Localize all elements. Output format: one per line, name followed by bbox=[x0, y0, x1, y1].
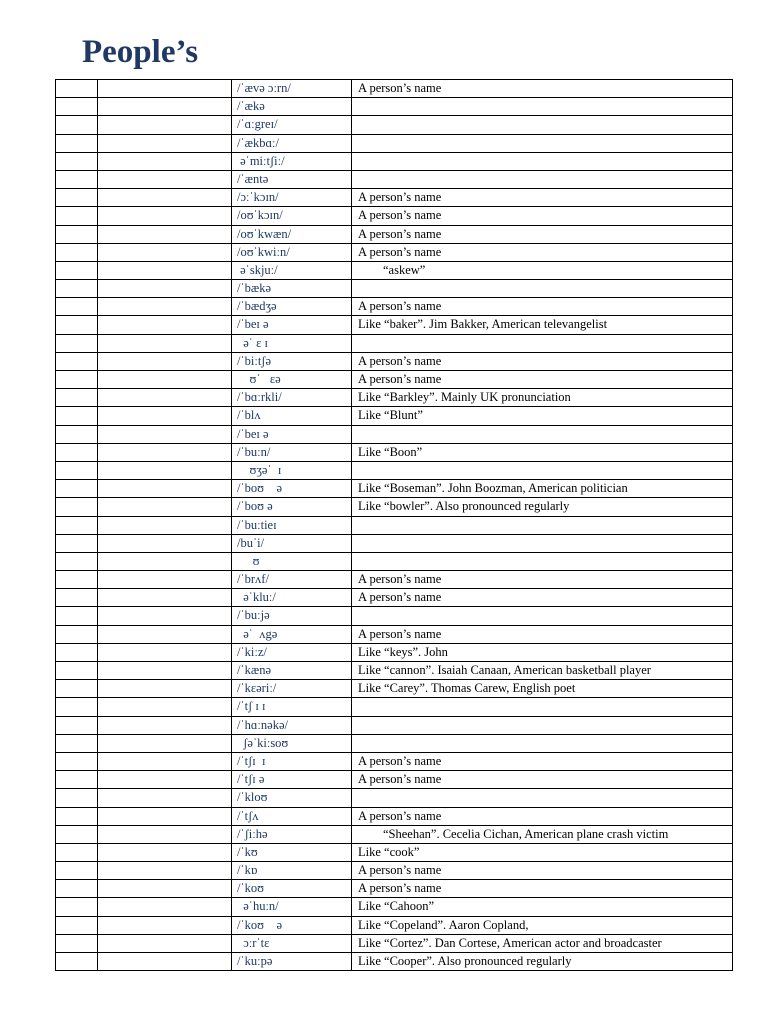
name-cell bbox=[98, 152, 232, 170]
note-cell: A person’s name bbox=[352, 243, 733, 261]
table-row bbox=[56, 916, 733, 934]
note-cell: A person’s name bbox=[352, 625, 733, 643]
name-cell bbox=[98, 407, 232, 425]
name-cell bbox=[98, 571, 232, 589]
table-row bbox=[56, 571, 733, 589]
ipa-cell: /ˈævə ɔːrn/ bbox=[232, 80, 352, 98]
name-cell bbox=[98, 862, 232, 880]
ipa-cell: əˈ ʌgə bbox=[232, 625, 352, 643]
note-cell: A person’s name bbox=[352, 225, 733, 243]
index-cell bbox=[56, 534, 98, 552]
ipa-cell: /ɔːˈkɔɪn/ bbox=[232, 189, 352, 207]
index-cell bbox=[56, 134, 98, 152]
index-cell bbox=[56, 152, 98, 170]
name-cell bbox=[98, 734, 232, 752]
ipa-cell: /ˈɑːgreɪ/ bbox=[232, 116, 352, 134]
note-cell bbox=[352, 152, 733, 170]
note-cell: Like “baker”. Jim Bakker, American televangelist bbox=[352, 316, 733, 334]
index-cell bbox=[56, 443, 98, 461]
note-cell bbox=[352, 734, 733, 752]
note-cell bbox=[352, 280, 733, 298]
ipa-cell: /ˈtʃɪ ə bbox=[232, 771, 352, 789]
index-cell bbox=[56, 807, 98, 825]
ipa-cell: ʃəˈkiːsoʊ bbox=[232, 734, 352, 752]
pronunciation-table bbox=[55, 79, 733, 971]
ipa-cell: ɔːrˈtɛ bbox=[232, 934, 352, 952]
ipa-cell: ʊʒəˈ ɪ bbox=[232, 461, 352, 479]
name-cell bbox=[98, 498, 232, 516]
table-row bbox=[56, 389, 733, 407]
table-row bbox=[56, 243, 733, 261]
note-cell bbox=[352, 516, 733, 534]
table-row bbox=[56, 316, 733, 334]
table-row bbox=[56, 116, 733, 134]
note-cell bbox=[352, 134, 733, 152]
note-cell bbox=[352, 534, 733, 552]
index-cell bbox=[56, 207, 98, 225]
note-cell: Like “Boseman”. John Boozman, American politician bbox=[352, 480, 733, 498]
table-row bbox=[56, 825, 733, 843]
name-cell bbox=[98, 807, 232, 825]
note-cell: “askew” bbox=[352, 261, 733, 279]
name-cell bbox=[98, 371, 232, 389]
ipa-cell: /ˈkoʊ bbox=[232, 880, 352, 898]
ipa-cell: /ˈækbɑː/ bbox=[232, 134, 352, 152]
table-row bbox=[56, 134, 733, 152]
name-cell bbox=[98, 516, 232, 534]
note-cell: “Sheehan”. Cecelia Cichan, American plane crash victim bbox=[352, 825, 733, 843]
table-row bbox=[56, 607, 733, 625]
name-cell bbox=[98, 662, 232, 680]
index-cell bbox=[56, 371, 98, 389]
index-cell bbox=[56, 571, 98, 589]
table-row bbox=[56, 98, 733, 116]
name-cell bbox=[98, 698, 232, 716]
table-row bbox=[56, 298, 733, 316]
name-cell bbox=[98, 316, 232, 334]
ipa-cell: /ˈkænə bbox=[232, 662, 352, 680]
index-cell bbox=[56, 116, 98, 134]
index-cell bbox=[56, 825, 98, 843]
table-row bbox=[56, 752, 733, 770]
name-cell bbox=[98, 425, 232, 443]
table-row bbox=[56, 189, 733, 207]
note-cell: Like “cook” bbox=[352, 843, 733, 861]
index-cell bbox=[56, 407, 98, 425]
name-cell bbox=[98, 189, 232, 207]
ipa-cell: /ˈtʃɪ ɪ bbox=[232, 752, 352, 770]
index-cell bbox=[56, 625, 98, 643]
table-row bbox=[56, 225, 733, 243]
ipa-cell: /buˈi/ bbox=[232, 534, 352, 552]
index-cell bbox=[56, 516, 98, 534]
table-row bbox=[56, 680, 733, 698]
ipa-cell: ʊˈ ɛə bbox=[232, 371, 352, 389]
index-cell bbox=[56, 898, 98, 916]
table-row bbox=[56, 880, 733, 898]
name-cell bbox=[98, 170, 232, 188]
note-cell bbox=[352, 607, 733, 625]
table-row bbox=[56, 862, 733, 880]
note-cell: A person’s name bbox=[352, 752, 733, 770]
name-cell bbox=[98, 643, 232, 661]
name-cell bbox=[98, 589, 232, 607]
ipa-cell: ʊ bbox=[232, 552, 352, 570]
table-row bbox=[56, 898, 733, 916]
table-row bbox=[56, 552, 733, 570]
note-cell: A person’s name bbox=[352, 771, 733, 789]
ipa-cell: /ˈhɑːnəkə/ bbox=[232, 716, 352, 734]
note-cell: Like “Boon” bbox=[352, 443, 733, 461]
index-cell bbox=[56, 752, 98, 770]
ipa-cell: /ˈkʊ bbox=[232, 843, 352, 861]
table-row bbox=[56, 371, 733, 389]
note-cell bbox=[352, 461, 733, 479]
table-row bbox=[56, 280, 733, 298]
note-cell bbox=[352, 552, 733, 570]
index-cell bbox=[56, 261, 98, 279]
index-cell bbox=[56, 225, 98, 243]
table-row bbox=[56, 480, 733, 498]
ipa-cell: əˈskjuː/ bbox=[232, 261, 352, 279]
note-cell: Like “keys”. John bbox=[352, 643, 733, 661]
name-cell bbox=[98, 261, 232, 279]
name-cell bbox=[98, 625, 232, 643]
index-cell bbox=[56, 880, 98, 898]
table-row bbox=[56, 261, 733, 279]
ipa-cell: /ˈkloʊ bbox=[232, 789, 352, 807]
name-cell bbox=[98, 334, 232, 352]
table-row bbox=[56, 734, 733, 752]
index-cell bbox=[56, 680, 98, 698]
index-cell bbox=[56, 170, 98, 188]
index-cell bbox=[56, 953, 98, 971]
table-row bbox=[56, 461, 733, 479]
index-cell bbox=[56, 589, 98, 607]
index-cell bbox=[56, 771, 98, 789]
index-cell bbox=[56, 280, 98, 298]
table-row bbox=[56, 516, 733, 534]
note-cell: Like “Barkley”. Mainly UK pronunciation bbox=[352, 389, 733, 407]
table-row bbox=[56, 352, 733, 370]
table-row bbox=[56, 589, 733, 607]
name-cell bbox=[98, 752, 232, 770]
table-row bbox=[56, 425, 733, 443]
note-cell: A person’s name bbox=[352, 589, 733, 607]
note-cell: Like “Copeland”. Aaron Copland, bbox=[352, 916, 733, 934]
name-cell bbox=[98, 298, 232, 316]
ipa-cell: əˈkluː/ bbox=[232, 589, 352, 607]
index-cell bbox=[56, 716, 98, 734]
name-cell bbox=[98, 552, 232, 570]
name-cell bbox=[98, 607, 232, 625]
name-cell bbox=[98, 207, 232, 225]
note-cell: A person’s name bbox=[352, 862, 733, 880]
index-cell bbox=[56, 698, 98, 716]
table-row bbox=[56, 534, 733, 552]
ipa-cell: /ˈbiːtʃə bbox=[232, 352, 352, 370]
note-cell: Like “cannon”. Isaiah Canaan, American basketball player bbox=[352, 662, 733, 680]
note-cell bbox=[352, 425, 733, 443]
name-cell bbox=[98, 280, 232, 298]
ipa-cell: /ˈbɑːrkli/ bbox=[232, 389, 352, 407]
table-row bbox=[56, 789, 733, 807]
ipa-cell: /ˈæntə bbox=[232, 170, 352, 188]
ipa-cell: /ˈkuːpə bbox=[232, 953, 352, 971]
ipa-cell: /ˈtʃʌ bbox=[232, 807, 352, 825]
table-row bbox=[56, 771, 733, 789]
ipa-cell: /ˈækə bbox=[232, 98, 352, 116]
pronunciation-table-body bbox=[56, 80, 733, 971]
table-row bbox=[56, 334, 733, 352]
name-cell bbox=[98, 716, 232, 734]
table-row bbox=[56, 625, 733, 643]
ipa-cell: /oʊˈkwiːn/ bbox=[232, 243, 352, 261]
ipa-cell: /oʊˈkɔɪn/ bbox=[232, 207, 352, 225]
table-row bbox=[56, 953, 733, 971]
ipa-cell: /ˈbædʒə bbox=[232, 298, 352, 316]
index-cell bbox=[56, 789, 98, 807]
name-cell bbox=[98, 225, 232, 243]
index-cell bbox=[56, 916, 98, 934]
ipa-cell: /oʊˈkwæn/ bbox=[232, 225, 352, 243]
table-row bbox=[56, 498, 733, 516]
name-cell bbox=[98, 880, 232, 898]
name-cell bbox=[98, 98, 232, 116]
name-cell bbox=[98, 534, 232, 552]
note-cell bbox=[352, 116, 733, 134]
table-row bbox=[56, 843, 733, 861]
index-cell bbox=[56, 298, 98, 316]
name-cell bbox=[98, 443, 232, 461]
note-cell bbox=[352, 334, 733, 352]
ipa-cell: /ˈbeɪ ə bbox=[232, 425, 352, 443]
name-cell bbox=[98, 843, 232, 861]
ipa-cell: /ˈkiːz/ bbox=[232, 643, 352, 661]
ipa-cell: /ˈblʌ bbox=[232, 407, 352, 425]
note-cell: A person’s name bbox=[352, 298, 733, 316]
note-cell: A person’s name bbox=[352, 571, 733, 589]
note-cell: Like “Blunt” bbox=[352, 407, 733, 425]
name-cell bbox=[98, 134, 232, 152]
ipa-cell: /ˈtʃ ɪ ɪ bbox=[232, 698, 352, 716]
table-row bbox=[56, 643, 733, 661]
table-row bbox=[56, 698, 733, 716]
ipa-cell: əˈmiːtʃiː/ bbox=[232, 152, 352, 170]
note-cell: Like “Cahoon” bbox=[352, 898, 733, 916]
table-row bbox=[56, 80, 733, 98]
note-cell bbox=[352, 716, 733, 734]
ipa-cell: /ˈboʊ ə bbox=[232, 498, 352, 516]
name-cell bbox=[98, 389, 232, 407]
index-cell bbox=[56, 461, 98, 479]
note-cell bbox=[352, 170, 733, 188]
name-cell bbox=[98, 243, 232, 261]
name-cell bbox=[98, 480, 232, 498]
ipa-cell: əˈ ɛ ɪ bbox=[232, 334, 352, 352]
index-cell bbox=[56, 734, 98, 752]
index-cell bbox=[56, 498, 98, 516]
ipa-cell: /ˈbuːn/ bbox=[232, 443, 352, 461]
index-cell bbox=[56, 425, 98, 443]
index-cell bbox=[56, 480, 98, 498]
table-row bbox=[56, 443, 733, 461]
name-cell bbox=[98, 934, 232, 952]
table-row bbox=[56, 716, 733, 734]
note-cell: Like “Cortez”. Dan Cortese, American actor and broadcaster bbox=[352, 934, 733, 952]
ipa-cell: /ˈkɛəriː/ bbox=[232, 680, 352, 698]
note-cell: Like “bowler”. Also pronounced regularly bbox=[352, 498, 733, 516]
table-row bbox=[56, 170, 733, 188]
ipa-cell: /ˈbeɪ ə bbox=[232, 316, 352, 334]
note-cell: Like “Carey”. Thomas Carew, English poet bbox=[352, 680, 733, 698]
index-cell bbox=[56, 934, 98, 952]
note-cell: A person’s name bbox=[352, 352, 733, 370]
ipa-cell: /ˈbækə bbox=[232, 280, 352, 298]
name-cell bbox=[98, 771, 232, 789]
ipa-cell: /ˈkoʊ ə bbox=[232, 916, 352, 934]
table-row bbox=[56, 934, 733, 952]
index-cell bbox=[56, 843, 98, 861]
table-row bbox=[56, 662, 733, 680]
index-cell bbox=[56, 334, 98, 352]
name-cell bbox=[98, 898, 232, 916]
index-cell bbox=[56, 316, 98, 334]
table-row bbox=[56, 152, 733, 170]
table-row bbox=[56, 207, 733, 225]
index-cell bbox=[56, 80, 98, 98]
index-cell bbox=[56, 189, 98, 207]
note-cell: Like “Cooper”. Also pronounced regularly bbox=[352, 953, 733, 971]
index-cell bbox=[56, 352, 98, 370]
ipa-cell: /ˈbuːjə bbox=[232, 607, 352, 625]
name-cell bbox=[98, 789, 232, 807]
note-cell: A person’s name bbox=[352, 189, 733, 207]
index-cell bbox=[56, 662, 98, 680]
note-cell: A person’s name bbox=[352, 880, 733, 898]
name-cell bbox=[98, 80, 232, 98]
index-cell bbox=[56, 243, 98, 261]
note-cell bbox=[352, 698, 733, 716]
name-cell bbox=[98, 825, 232, 843]
ipa-cell: /ˈkɒ bbox=[232, 862, 352, 880]
ipa-cell: /ˈbrʌf/ bbox=[232, 571, 352, 589]
table-row bbox=[56, 407, 733, 425]
page-title: People’s bbox=[82, 34, 199, 70]
note-cell: A person’s name bbox=[352, 807, 733, 825]
index-cell bbox=[56, 389, 98, 407]
index-cell bbox=[56, 607, 98, 625]
note-cell bbox=[352, 98, 733, 116]
name-cell bbox=[98, 461, 232, 479]
ipa-cell: /ˈʃiːhə bbox=[232, 825, 352, 843]
table-row bbox=[56, 807, 733, 825]
name-cell bbox=[98, 916, 232, 934]
ipa-cell: /ˈboʊ ə bbox=[232, 480, 352, 498]
name-cell bbox=[98, 352, 232, 370]
ipa-cell: əˈhuːn/ bbox=[232, 898, 352, 916]
note-cell: A person’s name bbox=[352, 80, 733, 98]
index-cell bbox=[56, 98, 98, 116]
index-cell bbox=[56, 643, 98, 661]
name-cell bbox=[98, 116, 232, 134]
note-cell: A person’s name bbox=[352, 207, 733, 225]
note-cell: A person’s name bbox=[352, 371, 733, 389]
index-cell bbox=[56, 552, 98, 570]
note-cell bbox=[352, 789, 733, 807]
ipa-cell: /ˈbuːtieɪ bbox=[232, 516, 352, 534]
index-cell bbox=[56, 862, 98, 880]
name-cell bbox=[98, 953, 232, 971]
name-cell bbox=[98, 680, 232, 698]
